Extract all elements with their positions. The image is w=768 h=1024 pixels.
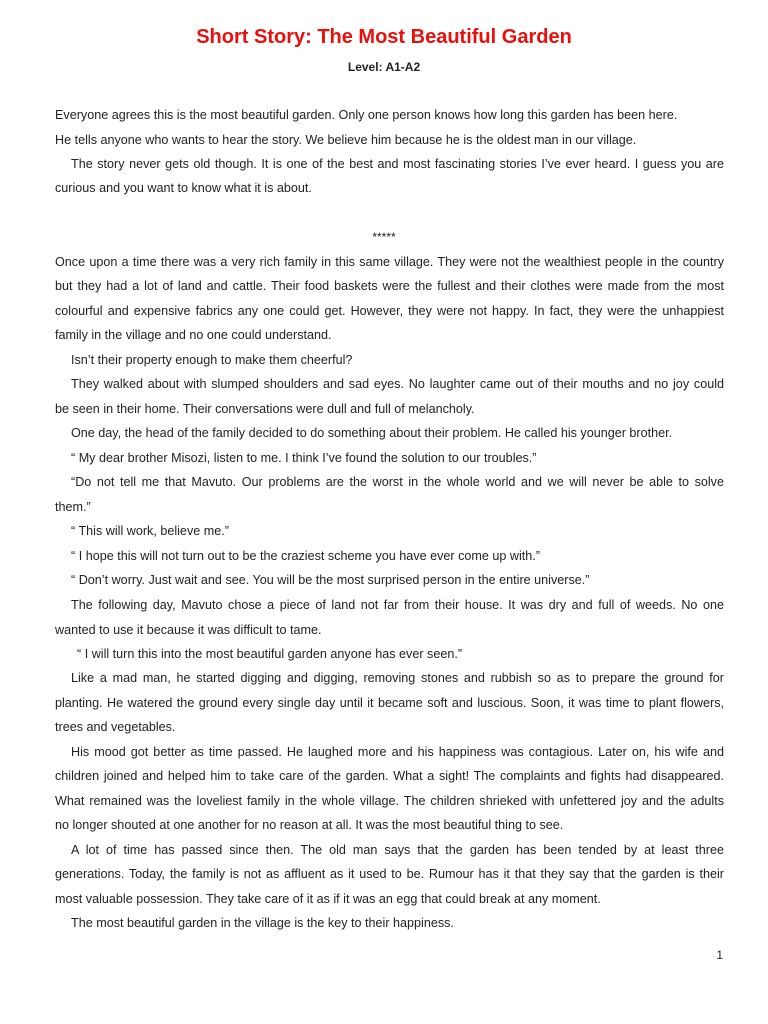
text-line: What remained was the loveliest family in the whole village. The children shrieked with unfettered joy and the adults (55, 794, 724, 808)
text-line: them.” (55, 500, 91, 514)
text-line: colourful and expensive fabrics any one could get. However, they were not happy. In fact, they were the unhappiest (55, 304, 724, 318)
text-line: A lot of time has passed since then. The old man says that the garden has been tended by at least three (71, 843, 724, 857)
page-number: 1 (716, 948, 723, 962)
text-line: “ I hope this will not turn out to be the craziest scheme you have ever come up with.” (71, 549, 541, 563)
story-title: Short Story: The Most Beautiful Garden (196, 26, 572, 48)
text-line: most valuable possession. They take care of it as if it was an egg that could break at any moment. (55, 892, 601, 906)
text-line: be seen in their home. Their conversations were dull and full of melancholy. (55, 402, 475, 416)
text-line: “ This will work, believe me.” (71, 524, 229, 538)
text-line: One day, the head of the family decided to do something about their problem. He called his younger brother. (71, 426, 673, 440)
text-line: generations. Today, the family is not as affluent as it used to be. Rumour has it that they say that the garden is their (55, 867, 724, 881)
text-line: wanted to use it because it was difficult to tame. (55, 623, 322, 637)
text-line: children joined and helped him to take care of the garden. What a sight! The complaints and fights had disappeared. (55, 769, 724, 783)
text-line: “ My dear brother Misozi, listen to me. I think I’ve found the solution to our troubles.” (71, 451, 537, 465)
text-line: Like a mad man, he started digging and digging, removing stones and rubbish so as to prepare the ground for (71, 671, 724, 685)
text-line: The most beautiful garden in the village is the key to their happiness. (71, 916, 454, 930)
text-line: curious and you want to know what it is about. (55, 181, 312, 195)
text-line: “Do not tell me that Mavuto. Our problems are the worst in the whole world and we will never be able to solve (71, 475, 724, 489)
text-line: “ Don’t worry. Just wait and see. You will be the most surprised person in the entire universe.” (71, 573, 590, 587)
text-line: no longer shouted at one another for no reason at all. It was the most beautiful thing to see. (55, 818, 564, 832)
text-line: “ I will turn this into the most beautiful garden anyone has ever seen.” (77, 647, 463, 661)
text-line: Isn’t their property enough to make them cheerful? (71, 353, 353, 367)
text-line: family in the village and no one could understand. (55, 328, 332, 342)
text-line: He tells anyone who wants to hear the story. We believe him because he is the oldest man in our village. (55, 133, 637, 147)
text-line: but they had a lot of land and cattle. Their food baskets were the fullest and their clothes were made from the most (55, 279, 724, 293)
text-line: planting. He watered the ground every single day until it became soft and luscious. Soon, it was time to plant flowers, (55, 696, 724, 710)
level-label: Level: A1-A2 (347, 60, 421, 74)
section-separator: ***** (372, 230, 396, 244)
text-line: The story never gets old though. It is one of the best and most fascinating stories I’ve ever heard. I guess you are (71, 157, 724, 171)
text-line: They walked about with slumped shoulders and sad eyes. No laughter came out of their mouths and no joy could (71, 377, 724, 391)
text-line: Everyone agrees this is the most beautiful garden. Only one person knows how long this garden has been here. (55, 108, 678, 122)
text-line: trees and vegetables. (55, 720, 176, 734)
text-line: His mood got better as time passed. He laughed more and his happiness was contagious. Later on, his wife and (71, 745, 724, 759)
text-line: The following day, Mavuto chose a piece of land not far from their house. It was dry and full of weeds. No one (71, 598, 724, 612)
text-line: Once upon a time there was a very rich family in this same village. They were not the wealthiest people in the country (55, 255, 724, 269)
